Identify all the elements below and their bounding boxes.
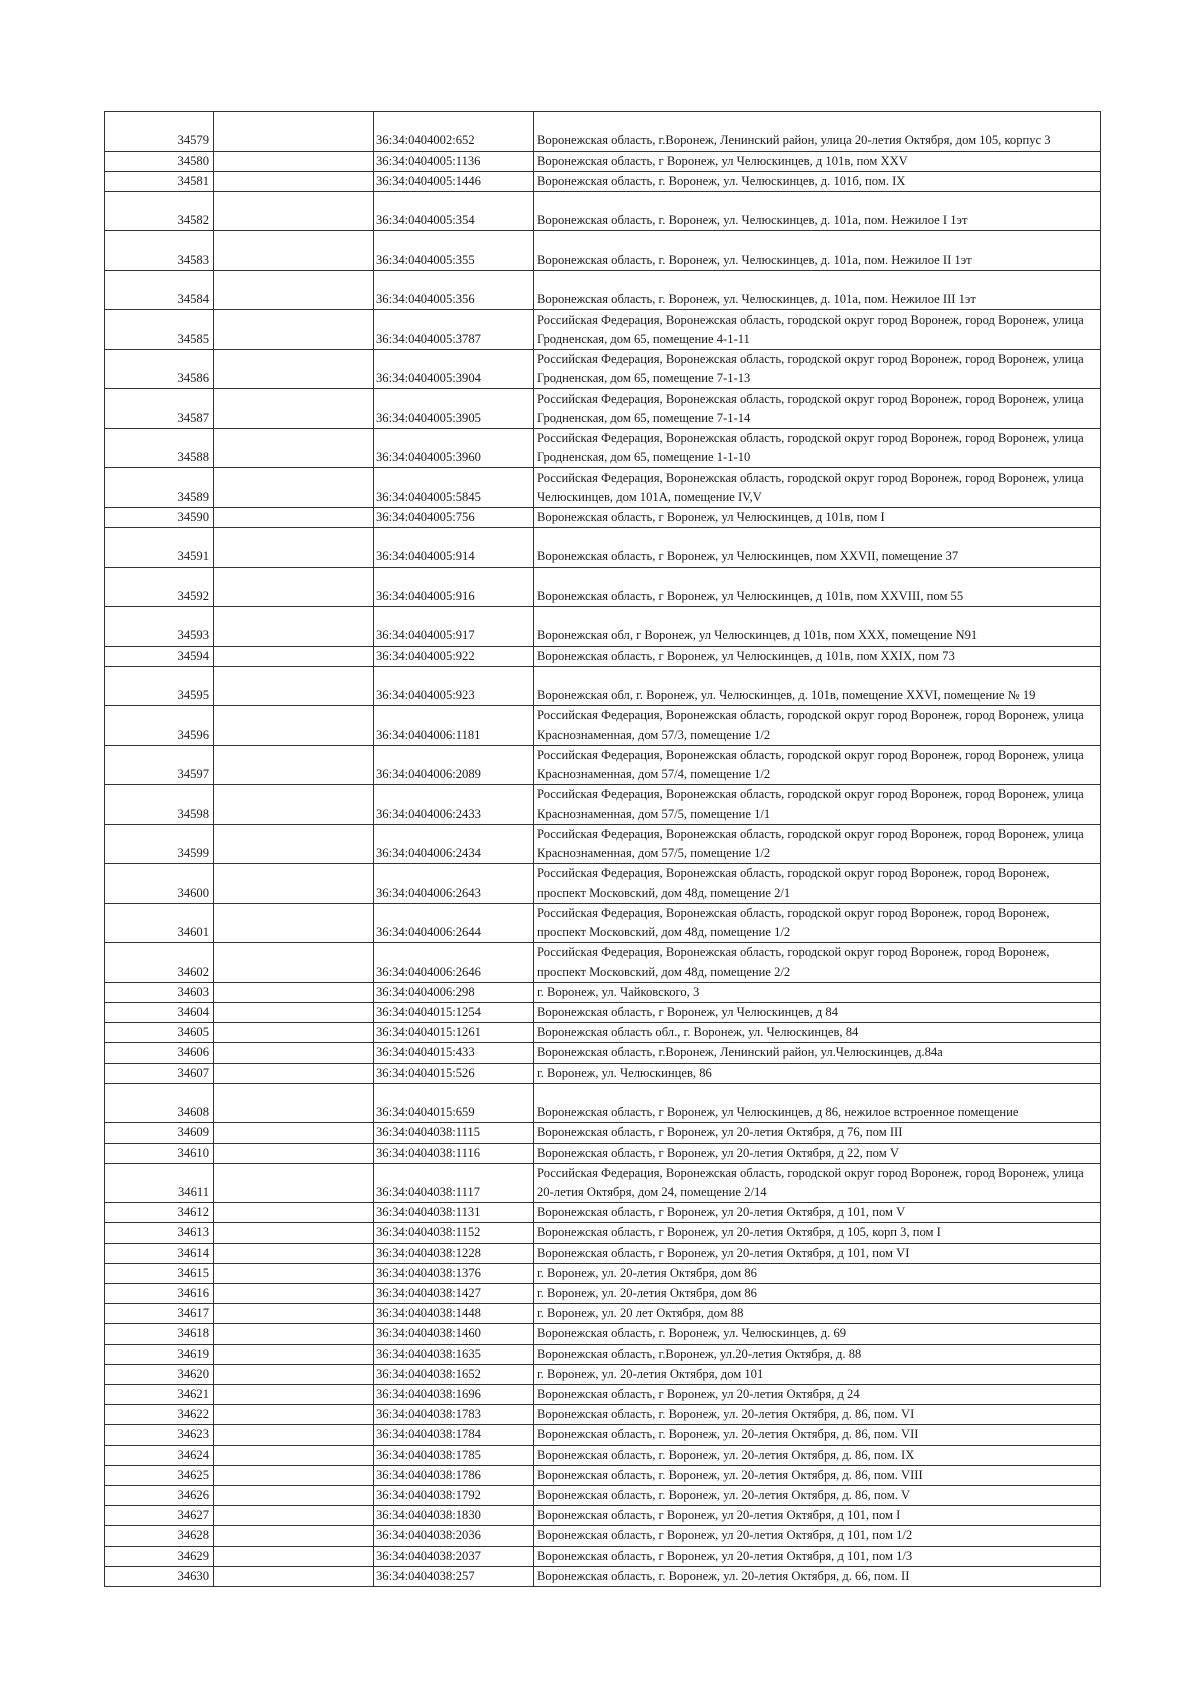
address-cell: Воронежская область, г Воронеж, ул 20-летия Октября, д 101, пом VI	[534, 1243, 1101, 1263]
address-cell: Российская Федерация, Воронежская область, городской округ город Воронеж, город Воронеж, улица 20-летия Октября, дом 24, помещение 2/14	[534, 1163, 1101, 1203]
table-row	[105, 1043, 1101, 1063]
address-cell: Воронежская область, г. Воронеж, ул. Челюскинцев, д. 69	[534, 1324, 1101, 1344]
empty-cell	[214, 785, 374, 825]
address-cell: Воронежская область, г. Воронеж, ул. 20-летия Октября, д. 86, пом. V	[534, 1486, 1101, 1506]
empty-cell	[214, 151, 374, 171]
address-cell: Воронежская область, г. Воронеж, ул. Челюскинцев, д. 101б, пом. IX	[534, 171, 1101, 191]
row-number-cell: 34601	[105, 903, 214, 943]
cadastral-number-cell: 36:34:0404005:914	[374, 528, 534, 568]
address-cell: Воронежская область, г Воронеж, ул 20-летия Октября, д 101, пом I	[534, 1506, 1101, 1526]
table-row	[105, 349, 1101, 389]
address-cell: Российская Федерация, Воронежская область, городской округ город Воронеж, город Воронеж, улица Гродненская, дом 65, помещение 4-1-11	[534, 310, 1101, 350]
table-row	[105, 1304, 1101, 1324]
row-number-cell: 34600	[105, 864, 214, 904]
row-number-cell: 34621	[105, 1385, 214, 1405]
table-row	[105, 824, 1101, 864]
address-cell: г. Воронеж, ул. 20-летия Октября, дом 86	[534, 1284, 1101, 1304]
empty-cell	[214, 1364, 374, 1384]
table-row	[105, 1063, 1101, 1083]
cadastral-number-cell: 36:34:0404015:433	[374, 1043, 534, 1063]
table-row	[105, 389, 1101, 429]
table-row	[105, 785, 1101, 825]
row-number-cell: 34580	[105, 151, 214, 171]
table-row	[105, 745, 1101, 785]
row-number-cell: 34591	[105, 528, 214, 568]
address-cell: Воронежская область, г Воронеж, ул Челюскинцев, д 86, нежилое встроенное помещение	[534, 1083, 1101, 1123]
empty-cell	[214, 1465, 374, 1485]
table-row	[105, 1344, 1101, 1364]
cadastral-number-cell: 36:34:0404038:1784	[374, 1425, 534, 1445]
cadastral-number-cell: 36:34:0404038:1376	[374, 1263, 534, 1283]
address-cell: Воронежская область, г Воронеж, ул Челюскинцев, д 101в, пом I	[534, 507, 1101, 527]
row-number-cell: 34590	[105, 507, 214, 527]
empty-cell	[214, 824, 374, 864]
cadastral-number-cell: 36:34:0404038:1116	[374, 1143, 534, 1163]
empty-cell	[214, 1445, 374, 1465]
address-cell: Российская Федерация, Воронежская область, городской округ город Воронеж, город Воронеж, улица Челюскинцев, дом 101А, помещение IV,V	[534, 468, 1101, 508]
row-number-cell: 34613	[105, 1223, 214, 1243]
table-row	[105, 1324, 1101, 1344]
address-cell: Российская Федерация, Воронежская область, городской округ город Воронеж, город Воронеж, улица Гродненская, дом 65, помещение 7-1-14	[534, 389, 1101, 429]
empty-cell	[214, 468, 374, 508]
address-cell: Российская Федерация, Воронежская область, городской округ город Воронеж, город Воронеж, проспект Московский, дом 48д, помещение 2/1	[534, 864, 1101, 904]
address-cell: Воронежская область, г Воронеж, ул 20-летия Октября, д 101, пом 1/2	[534, 1526, 1101, 1546]
cadastral-number-cell: 36:34:0404006:2434	[374, 824, 534, 864]
row-number-cell: 34605	[105, 1023, 214, 1043]
row-number-cell: 34629	[105, 1546, 214, 1566]
table-row	[105, 1445, 1101, 1465]
table-row	[105, 1486, 1101, 1506]
address-cell: Воронежская обл, г Воронеж, ул Челюскинцев, д 101в, пом XXX, помещение N91	[534, 607, 1101, 647]
cadastral-number-cell: 36:34:0404005:3787	[374, 310, 534, 350]
empty-cell	[214, 1143, 374, 1163]
table-row	[105, 943, 1101, 983]
row-number-cell: 34606	[105, 1043, 214, 1063]
empty-cell	[214, 1506, 374, 1526]
table-row	[105, 982, 1101, 1002]
row-number-cell: 34611	[105, 1163, 214, 1203]
cadastral-number-cell: 36:34:0404005:756	[374, 507, 534, 527]
table-row	[105, 1143, 1101, 1163]
row-number-cell: 34603	[105, 982, 214, 1002]
row-number-cell: 34592	[105, 567, 214, 607]
table-row	[105, 666, 1101, 706]
cadastral-number-cell: 36:34:0404006:2089	[374, 745, 534, 785]
address-cell: Воронежская область, г Воронеж, ул 20-летия Октября, д 101, пом V	[534, 1203, 1101, 1223]
empty-cell	[214, 191, 374, 231]
table-row	[105, 310, 1101, 350]
empty-cell	[214, 1063, 374, 1083]
table-row	[105, 270, 1101, 310]
empty-cell	[214, 1486, 374, 1506]
address-cell: Российская Федерация, Воронежская область, городской округ город Воронеж, город Воронеж, улица Краснознаменная, дом 57/5, помещение 1/1	[534, 785, 1101, 825]
row-number-cell: 34589	[105, 468, 214, 508]
table-row	[105, 903, 1101, 943]
empty-cell	[214, 1223, 374, 1243]
address-cell: Воронежская область, г.Воронеж, Ленинский район, улица 20-летия Октября, дом 105, корпус 3	[534, 112, 1101, 152]
empty-cell	[214, 1566, 374, 1586]
table-row	[105, 1405, 1101, 1425]
cadastral-number-cell: 36:34:0404006:298	[374, 982, 534, 1002]
empty-cell	[214, 270, 374, 310]
cadastral-number-cell: 36:34:0404005:1446	[374, 171, 534, 191]
empty-cell	[214, 1123, 374, 1143]
cadastral-number-cell: 36:34:0404005:355	[374, 231, 534, 271]
empty-cell	[214, 607, 374, 647]
row-number-cell: 34624	[105, 1445, 214, 1465]
row-number-cell: 34610	[105, 1143, 214, 1163]
empty-cell	[214, 1304, 374, 1324]
empty-cell	[214, 864, 374, 904]
cadastral-number-cell: 36:34:0404005:922	[374, 646, 534, 666]
cadastral-number-cell: 36:34:0404005:1136	[374, 151, 534, 171]
cadastral-number-cell: 36:34:0404005:3905	[374, 389, 534, 429]
empty-cell	[214, 310, 374, 350]
address-cell: Воронежская область, г. Воронеж, ул. 20-летия Октября, д. 86, пом. VIII	[534, 1465, 1101, 1485]
empty-cell	[214, 1546, 374, 1566]
row-number-cell: 34630	[105, 1566, 214, 1586]
table-row	[105, 1425, 1101, 1445]
address-cell: Российская Федерация, Воронежская область, городской округ город Воронеж, город Воронеж, улица Краснознаменная, дом 57/5, помещение 1/2	[534, 824, 1101, 864]
address-cell: Воронежская область, г Воронеж, ул 20-летия Октября, д 101, пом 1/3	[534, 1546, 1101, 1566]
address-cell: Воронежская область, г.Воронеж, ул.20-летия Октября, д. 88	[534, 1344, 1101, 1364]
empty-cell	[214, 1405, 374, 1425]
cadastral-number-cell: 36:34:0404005:354	[374, 191, 534, 231]
cadastral-number-cell: 36:34:0404015:526	[374, 1063, 534, 1083]
address-cell: Российская Федерация, Воронежская область, городской округ город Воронеж, город Воронеж, улица Краснознаменная, дом 57/3, помещение 1/2	[534, 706, 1101, 746]
address-cell: Воронежская область, г Воронеж, ул Челюскинцев, д 101в, пом XXIX, пом 73	[534, 646, 1101, 666]
row-number-cell: 34584	[105, 270, 214, 310]
row-number-cell: 34607	[105, 1063, 214, 1083]
cadastral-number-cell: 36:34:0404015:659	[374, 1083, 534, 1123]
empty-cell	[214, 706, 374, 746]
address-cell: г. Воронеж, ул. Челюскинцев, 86	[534, 1063, 1101, 1083]
cadastral-number-cell: 36:34:0404038:2036	[374, 1526, 534, 1546]
cadastral-number-cell: 36:34:0404038:1635	[374, 1344, 534, 1364]
cadastral-number-cell: 36:34:0404006:1181	[374, 706, 534, 746]
address-cell: Воронежская область, г. Воронеж, ул. Челюскинцев, д. 101а, пом. Нежилое II 1эт	[534, 231, 1101, 271]
empty-cell	[214, 112, 374, 152]
row-number-cell: 34595	[105, 666, 214, 706]
table-row	[105, 567, 1101, 607]
table-row	[105, 1364, 1101, 1384]
address-cell: г. Воронеж, ул. 20 лет Октября, дом 88	[534, 1304, 1101, 1324]
address-cell: Воронежская область, г. Воронеж, ул. 20-летия Октября, д. 86, пом. VI	[534, 1405, 1101, 1425]
empty-cell	[214, 528, 374, 568]
empty-cell	[214, 1243, 374, 1263]
row-number-cell: 34622	[105, 1405, 214, 1425]
cadastral-number-cell: 36:34:0404038:1830	[374, 1506, 534, 1526]
address-cell: Российская Федерация, Воронежская область, городской округ город Воронеж, город Воронеж, улица Гродненская, дом 65, помещение 1-1-10	[534, 428, 1101, 468]
table-row	[105, 607, 1101, 647]
row-number-cell: 34602	[105, 943, 214, 983]
empty-cell	[214, 903, 374, 943]
table-row	[105, 171, 1101, 191]
table-row	[105, 1284, 1101, 1304]
table-row	[105, 706, 1101, 746]
table-row	[105, 191, 1101, 231]
row-number-cell: 34609	[105, 1123, 214, 1143]
cadastral-number-cell: 36:34:0404005:3904	[374, 349, 534, 389]
table-row	[105, 864, 1101, 904]
address-cell: г. Воронеж, ул. 20-летия Октября, дом 86	[534, 1263, 1101, 1283]
cadastral-number-cell: 36:34:0404005:917	[374, 607, 534, 647]
table-row	[105, 468, 1101, 508]
table-row	[105, 1243, 1101, 1263]
empty-cell	[214, 349, 374, 389]
row-number-cell: 34627	[105, 1506, 214, 1526]
address-cell: г. Воронеж, ул. Чайковского, 3	[534, 982, 1101, 1002]
address-cell: Российская Федерация, Воронежская область, городской округ город Воронеж, город Воронеж, проспект Московский, дом 48д, помещение 2/2	[534, 943, 1101, 983]
address-cell: Российская Федерация, Воронежская область, городской округ город Воронеж, город Воронеж, проспект Московский, дом 48д, помещение 1/2	[534, 903, 1101, 943]
row-number-cell: 34599	[105, 824, 214, 864]
cadastral-number-cell: 36:34:0404038:1427	[374, 1284, 534, 1304]
table-row	[105, 507, 1101, 527]
cadastral-number-cell: 36:34:0404038:1696	[374, 1385, 534, 1405]
table-row	[105, 646, 1101, 666]
empty-cell	[214, 666, 374, 706]
cadastral-number-cell: 36:34:0404038:2037	[374, 1546, 534, 1566]
row-number-cell: 34593	[105, 607, 214, 647]
row-number-cell: 34579	[105, 112, 214, 152]
address-cell: Воронежская область, г. Воронеж, ул. 20-летия Октября, д. 66, пом. II	[534, 1566, 1101, 1586]
address-cell: Воронежская область, г Воронеж, ул 20-летия Октября, д 22, пом V	[534, 1143, 1101, 1163]
empty-cell	[214, 1324, 374, 1344]
row-number-cell: 34587	[105, 389, 214, 429]
table-row	[105, 231, 1101, 271]
cadastral-number-cell: 36:34:0404005:5845	[374, 468, 534, 508]
row-number-cell: 34608	[105, 1083, 214, 1123]
row-number-cell: 34615	[105, 1263, 214, 1283]
empty-cell	[214, 982, 374, 1002]
empty-cell	[214, 1043, 374, 1063]
row-number-cell: 34626	[105, 1486, 214, 1506]
table-row	[105, 1203, 1101, 1223]
table-row	[105, 1263, 1101, 1283]
row-number-cell: 34585	[105, 310, 214, 350]
cadastral-number-cell: 36:34:0404005:3960	[374, 428, 534, 468]
empty-cell	[214, 1083, 374, 1123]
table-row	[105, 1223, 1101, 1243]
registry-table-body	[105, 112, 1101, 1587]
address-cell: Воронежская область, г Воронеж, ул 20-летия Октября, д 76, пом III	[534, 1123, 1101, 1143]
table-row	[105, 1163, 1101, 1203]
cadastral-number-cell: 36:34:0404038:1117	[374, 1163, 534, 1203]
cadastral-number-cell: 36:34:0404038:1792	[374, 1486, 534, 1506]
cadastral-number-cell: 36:34:0404038:1115	[374, 1123, 534, 1143]
empty-cell	[214, 1023, 374, 1043]
table-row	[105, 1003, 1101, 1023]
row-number-cell: 34586	[105, 349, 214, 389]
table-row	[105, 151, 1101, 171]
row-number-cell: 34616	[105, 1284, 214, 1304]
row-number-cell: 34588	[105, 428, 214, 468]
table-row	[105, 1506, 1101, 1526]
empty-cell	[214, 1344, 374, 1364]
address-cell: Воронежская область обл., г. Воронеж, ул. Челюскинцев, 84	[534, 1023, 1101, 1043]
cadastral-number-cell: 36:34:0404038:1786	[374, 1465, 534, 1485]
address-cell: Воронежская область, г Воронеж, ул Челюскинцев, пом XXVII, помещение 37	[534, 528, 1101, 568]
table-row	[105, 528, 1101, 568]
table-row	[105, 1123, 1101, 1143]
empty-cell	[214, 1385, 374, 1405]
cadastral-number-cell: 36:34:0404038:1783	[374, 1405, 534, 1425]
empty-cell	[214, 428, 374, 468]
address-cell: Воронежская область, г. Воронеж, ул. 20-летия Октября, д. 86, пом. IX	[534, 1445, 1101, 1465]
empty-cell	[214, 389, 374, 429]
cadastral-number-cell: 36:34:0404038:1448	[374, 1304, 534, 1324]
row-number-cell: 34598	[105, 785, 214, 825]
empty-cell	[214, 745, 374, 785]
table-row	[105, 1023, 1101, 1043]
empty-cell	[214, 1425, 374, 1445]
cadastral-number-cell: 36:34:0404015:1254	[374, 1003, 534, 1023]
cadastral-number-cell: 36:34:0404006:2433	[374, 785, 534, 825]
empty-cell	[214, 943, 374, 983]
cadastral-number-cell: 36:34:0404038:1460	[374, 1324, 534, 1344]
address-cell: г. Воронеж, ул. 20-летия Октября, дом 101	[534, 1364, 1101, 1384]
table-row	[105, 1465, 1101, 1485]
empty-cell	[214, 1526, 374, 1546]
row-number-cell: 34594	[105, 646, 214, 666]
table-row	[105, 1546, 1101, 1566]
row-number-cell: 34612	[105, 1203, 214, 1223]
empty-cell	[214, 507, 374, 527]
cadastral-number-cell: 36:34:0404015:1261	[374, 1023, 534, 1043]
empty-cell	[214, 1163, 374, 1203]
cadastral-number-cell: 36:34:0404005:923	[374, 666, 534, 706]
cadastral-number-cell: 36:34:0404005:916	[374, 567, 534, 607]
table-row	[105, 1566, 1101, 1586]
address-cell: Воронежская область, г Воронеж, ул Челюскинцев, д 101в, пом XXVIII, пом 55	[534, 567, 1101, 607]
row-number-cell: 34583	[105, 231, 214, 271]
row-number-cell: 34581	[105, 171, 214, 191]
row-number-cell: 34618	[105, 1324, 214, 1344]
table-row	[105, 112, 1101, 152]
address-cell: Российская Федерация, Воронежская область, городской округ город Воронеж, город Воронеж, улица Гродненская, дом 65, помещение 7-1-13	[534, 349, 1101, 389]
cadastral-number-cell: 36:34:0404038:1785	[374, 1445, 534, 1465]
row-number-cell: 34623	[105, 1425, 214, 1445]
address-cell: Воронежская область, г. Воронеж, ул. Челюскинцев, д. 101а, пом. Нежилое I 1эт	[534, 191, 1101, 231]
table-row	[105, 428, 1101, 468]
cadastral-number-cell: 36:34:0404038:1228	[374, 1243, 534, 1263]
row-number-cell: 34617	[105, 1304, 214, 1324]
cadastral-number-cell: 36:34:0404005:356	[374, 270, 534, 310]
row-number-cell: 34582	[105, 191, 214, 231]
cadastral-number-cell: 36:34:0404038:1131	[374, 1203, 534, 1223]
empty-cell	[214, 1284, 374, 1304]
row-number-cell: 34620	[105, 1364, 214, 1384]
row-number-cell: 34628	[105, 1526, 214, 1546]
empty-cell	[214, 646, 374, 666]
empty-cell	[214, 171, 374, 191]
table-row	[105, 1526, 1101, 1546]
address-cell: Воронежская область, г Воронеж, ул Челюскинцев, д 101в, пом XXV	[534, 151, 1101, 171]
cadastral-number-cell: 36:34:0404006:2643	[374, 864, 534, 904]
address-cell: Воронежская область, г.Воронеж, Ленинский район, ул.Челюскинцев, д.84а	[534, 1043, 1101, 1063]
address-cell: Воронежская область, г. Воронеж, ул. Челюскинцев, д. 101а, пом. Нежилое III 1эт	[534, 270, 1101, 310]
registry-table	[104, 111, 1101, 1587]
address-cell: Российская Федерация, Воронежская область, городской округ город Воронеж, город Воронеж, улица Краснознаменная, дом 57/4, помещение 1/2	[534, 745, 1101, 785]
row-number-cell: 34619	[105, 1344, 214, 1364]
row-number-cell: 34597	[105, 745, 214, 785]
cadastral-number-cell: 36:34:0404006:2646	[374, 943, 534, 983]
address-cell: Воронежская обл, г. Воронеж, ул. Челюскинцев, д. 101в, помещение XXVI, помещение № 19	[534, 666, 1101, 706]
empty-cell	[214, 567, 374, 607]
empty-cell	[214, 1263, 374, 1283]
cadastral-number-cell: 36:34:0404038:1652	[374, 1364, 534, 1384]
cadastral-number-cell: 36:34:0404002:652	[374, 112, 534, 152]
row-number-cell: 34604	[105, 1003, 214, 1023]
table-row	[105, 1385, 1101, 1405]
address-cell: Воронежская область, г Воронеж, ул Челюскинцев, д 84	[534, 1003, 1101, 1023]
cadastral-number-cell: 36:34:0404038:1152	[374, 1223, 534, 1243]
empty-cell	[214, 1003, 374, 1023]
empty-cell	[214, 1203, 374, 1223]
row-number-cell: 34625	[105, 1465, 214, 1485]
table-row	[105, 1083, 1101, 1123]
empty-cell	[214, 231, 374, 271]
address-cell: Воронежская область, г Воронеж, ул 20-летия Октября, д 105, корп 3, пом I	[534, 1223, 1101, 1243]
cadastral-number-cell: 36:34:0404006:2644	[374, 903, 534, 943]
address-cell: Воронежская область, г. Воронеж, ул. 20-летия Октября, д. 86, пом. VII	[534, 1425, 1101, 1445]
cadastral-number-cell: 36:34:0404038:257	[374, 1566, 534, 1586]
address-cell: Воронежская область, г Воронеж, ул 20-летия Октября, д 24	[534, 1385, 1101, 1405]
row-number-cell: 34614	[105, 1243, 214, 1263]
row-number-cell: 34596	[105, 706, 214, 746]
